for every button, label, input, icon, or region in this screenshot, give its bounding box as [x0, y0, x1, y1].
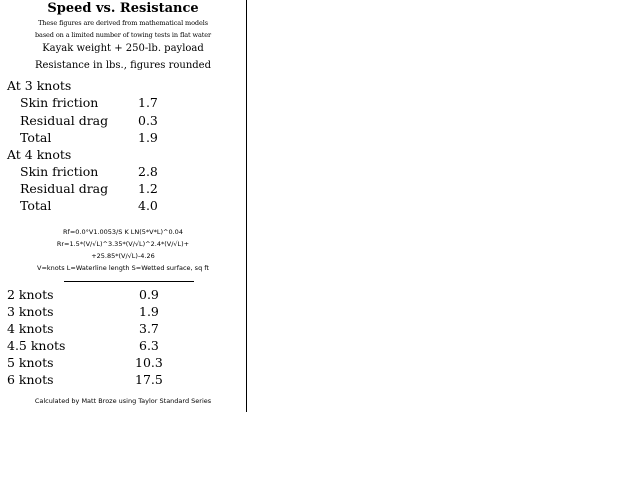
speed-label: 6 knots — [7, 372, 54, 387]
row-label: Skin friction — [20, 95, 99, 110]
row-label: Residual drag — [20, 181, 109, 196]
row-value: 2.8 — [138, 164, 158, 179]
footer-credit: Calculated by Matt Broze using Taylor Standard Series — [34, 397, 212, 405]
speed-value: 10.3 — [135, 355, 163, 370]
intro-line-2: based on a limited number of towing tests in flat water — [34, 31, 211, 39]
speed-label: 4 knots — [7, 321, 54, 336]
formula-line-1: Rf=0.0°V1.0053/S K LN(5*V*L)^0.04 — [63, 228, 183, 236]
row-value: 1.2 — [138, 181, 158, 196]
speed-value: 3.7 — [139, 321, 159, 336]
row-value: 1.7 — [138, 95, 158, 110]
formula-line-3: +25.85*(V/√L)-4.26 — [91, 252, 155, 260]
row-label: Skin friction — [20, 164, 99, 179]
speed-value: 6.3 — [139, 338, 159, 353]
row-value: 1.9 — [138, 130, 158, 145]
row-label: Total — [20, 198, 52, 213]
speed-label: 4.5 knots — [7, 338, 66, 353]
row-value: 0.3 — [138, 113, 158, 128]
row-label: Residual drag — [20, 113, 109, 128]
divider — [64, 281, 194, 282]
speed-value: 1.9 — [139, 304, 159, 319]
section-heading-3-knots: At 3 knots — [7, 78, 72, 93]
speed-label: 3 knots — [7, 304, 54, 319]
intro-line-1: These figures are derived from mathematical models — [38, 19, 208, 27]
speed-value: 0.9 — [139, 287, 159, 302]
speed-label: 5 knots — [7, 355, 54, 370]
intro-line-4: Resistance in lbs., figures rounded — [34, 60, 212, 71]
formula-line-2: Rr=1.5*(V/√L)^3.35*(V/√L)^2.4*(V/√L)+ — [56, 240, 190, 248]
speed-value: 17.5 — [135, 372, 163, 387]
speed-label: 2 knots — [7, 287, 54, 302]
document-panel — [0, 0, 247, 412]
formula-line-4: V=knots L=Waterline length S=Wetted surface, sq ft — [37, 264, 209, 272]
page-title: Speed vs. Resistance — [47, 1, 199, 16]
section-heading-4-knots: At 4 knots — [7, 147, 72, 162]
row-label: Total — [20, 130, 52, 145]
row-value: 4.0 — [138, 198, 158, 213]
intro-line-3: Kayak weight + 250-lb. payload — [42, 43, 204, 54]
